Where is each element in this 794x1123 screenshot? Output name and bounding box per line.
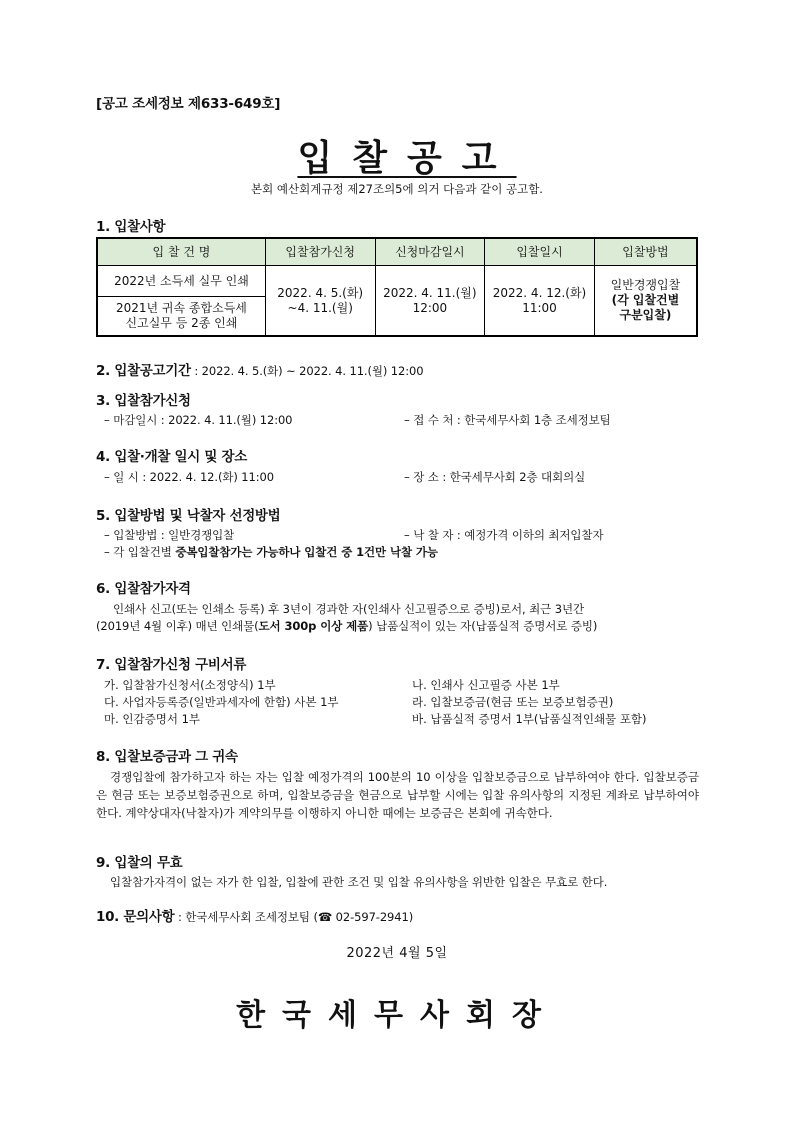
header-deadline: 신청마감일시 xyxy=(375,238,485,266)
item-name-2-line-2: 신고실무 등 2종 인쇄 xyxy=(125,316,238,330)
signature: 한국세무사회장 xyxy=(236,998,558,1033)
section-6-line-2-suffix: ) 납품실적이 있는 자(납품실적 증명서로 증빙) xyxy=(368,619,598,633)
item-name-2 xyxy=(97,297,265,337)
section-2-heading: 2. 입찰공고기간 xyxy=(96,363,191,379)
deadline-line-2: 12:00 xyxy=(412,300,448,315)
deadline-line-1: 2022. 4. 11.(월) xyxy=(383,285,477,300)
section-1-heading: 1. 입찰사항 xyxy=(96,219,166,235)
section-8-text: 경쟁입찰에 참가하고자 하는 자는 입찰 예정가격의 100분의 10 이상을 입찰보증금으로 납부하여야 한다. 입찰보증금은 현금 또는 보증보험증권으로 하며, 입찰보증금을 현금으로 납부할 시에는 입찰 유의사항의 지정된 계좌로 납부하여야 한다. 계약상대자(낙찰자)가 계약의무를 이행하지 아니한 때에는 보증금은 본회에 귀속한다. xyxy=(96,770,699,820)
method-line-1: 일반경쟁입찰 xyxy=(610,278,681,292)
section-5-note xyxy=(104,544,438,560)
item-name-2-line-1: 2021년 귀속 종합소득세 xyxy=(115,301,247,315)
section-4-heading: 4. 입찰·개찰 일시 및 장소 xyxy=(96,449,248,465)
section-5-note-bold: 중복입찰참가는 가능하나 입찰건 중 1건만 낙찰 가능 xyxy=(175,545,438,559)
notice-date: 2022년 4월 5일 xyxy=(346,946,448,961)
section-10-heading: 10. 문의사항 xyxy=(96,909,175,925)
bid-line-2: 11:00 xyxy=(522,300,557,315)
bid-table xyxy=(96,237,698,337)
header-bid-date: 입찰일시 xyxy=(485,238,595,266)
section-6-line-1: 인쇄사 신고(또는 인쇄소 등록) 후 3년이 경과한 자(인쇄사 신고필증으로 증빙)로서, 최근 3년간 xyxy=(113,602,584,616)
method-line-2: (각 입찰건별 xyxy=(611,293,680,307)
apply-line-1: 2022. 4. 5.(화) xyxy=(277,285,364,300)
section-6-line-2-bold: 도서 300p 이상 제품 xyxy=(258,619,369,633)
list-item: 마. 인감증명서 1부 xyxy=(104,712,201,726)
notice-number: [공고 조세정보 제633-649호] xyxy=(96,96,281,112)
section-6-line-2 xyxy=(96,618,597,634)
table-row xyxy=(97,266,697,297)
intro-text: 본회 예산회계규정 제27조의5에 의거 다음과 같이 공고함. xyxy=(251,182,543,196)
section-5-note-prefix: – 각 입찰건별 xyxy=(104,545,176,559)
header-item-name: 입 찰 건 명 xyxy=(97,238,265,266)
deadline-cell xyxy=(375,266,485,337)
section-2 xyxy=(96,359,423,379)
header-method: 입찰방법 xyxy=(594,238,697,266)
section-6-heading: 6. 입찰참가자격 xyxy=(96,581,191,597)
section-10-text: : 한국세무사회 조세정보팀 (☎ 02-597-2941) xyxy=(174,910,414,924)
apply-line-2: ~4. 11.(월) xyxy=(287,300,353,315)
section-3-reception: – 접 수 처 : 한국세무사회 1층 조세정보팀 xyxy=(404,413,611,427)
section-5-method: – 입찰방법 : 일반경쟁입찰 xyxy=(104,528,235,542)
section-6-line-2-prefix: (2019년 4월 이후) 매년 인쇄물( xyxy=(96,619,259,633)
apply-period-cell xyxy=(265,266,375,337)
section-4-datetime: – 일 시 : 2022. 4. 12.(화) 11:00 xyxy=(104,470,274,484)
section-4-place: – 장 소 : 한국세무사회 2층 대회의실 xyxy=(404,470,586,484)
bid-line-1: 2022. 4. 12.(화) xyxy=(492,285,587,300)
section-10 xyxy=(96,905,413,925)
section-3-heading: 3. 입찰참가신청 xyxy=(96,393,191,409)
bid-date-cell xyxy=(485,266,595,337)
header-apply: 입찰참가신청 xyxy=(265,238,375,266)
method-cell xyxy=(594,266,697,337)
list-item: 가. 입찰참가신청서(소정양식) 1부 xyxy=(104,678,276,692)
section-2-text: : 2022. 4. 5.(화) ~ 2022. 4. 11.(월) 12:00 xyxy=(190,364,424,378)
section-3-deadline: – 마감일시 : 2022. 4. 11.(월) 12:00 xyxy=(104,413,293,427)
section-5-winner: – 낙 찰 자 : 예정가격 이하의 최저입찰자 xyxy=(404,528,604,542)
list-item: 바. 납품실적 증명서 1부(납품실적인쇄물 포함) xyxy=(412,712,647,726)
section-7-heading: 7. 입찰참가신청 구비서류 xyxy=(96,657,247,673)
method-line-3: 구분입찰) xyxy=(619,308,672,322)
item-name-1: 2022년 소득세 실무 인쇄 xyxy=(97,266,265,297)
page-title-text: 입찰공고 xyxy=(297,138,517,179)
section-9-heading: 9. 입찰의 무효 xyxy=(96,855,183,871)
section-8-heading: 8. 입찰보증금과 그 귀속 xyxy=(96,749,238,765)
list-item: 나. 인쇄사 신고필증 사본 1부 xyxy=(412,678,560,692)
list-item: 다. 사업자등록증(일반과세자에 한함) 사본 1부 xyxy=(104,695,339,709)
section-9-text: 입찰참가자격이 없는 자가 한 입찰, 입찰에 관한 조건 및 입찰 유의사항을 위반한 입찰은 무효로 한다. xyxy=(110,875,608,889)
list-item: 라. 입찰보증금(현금 또는 보증보험증권) xyxy=(412,695,614,709)
section-5-heading: 5. 입찰방법 및 낙찰자 선정방법 xyxy=(96,508,281,524)
page-title xyxy=(0,130,794,181)
table-header-row xyxy=(97,238,697,266)
